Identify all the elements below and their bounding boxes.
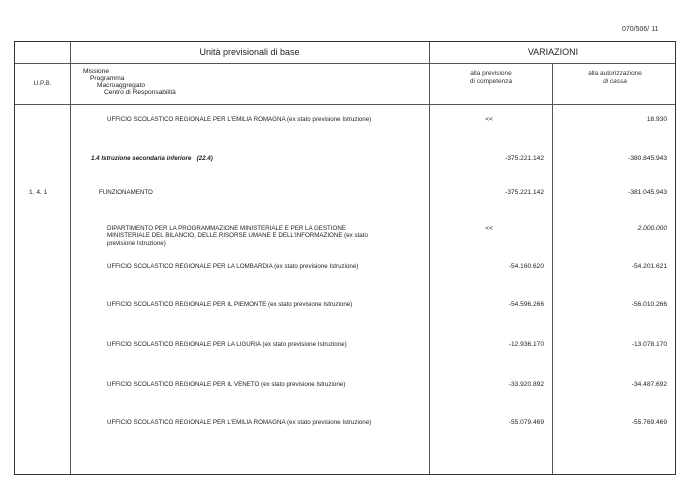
header-variazioni: VARIAZIONI: [527, 47, 579, 57]
row-competenza: -375.221.142: [505, 155, 544, 162]
row-upb: 1. 4. 1: [29, 189, 48, 196]
hierarchy-missione: Missione: [83, 68, 110, 75]
column-divider-cassa: [552, 63, 553, 474]
row-competenza: <<: [485, 225, 493, 232]
header-competenza: [429, 70, 553, 85]
row-description: FUNZIONAMENTO: [99, 189, 153, 196]
section-code: (22.4): [196, 155, 213, 162]
competenza-line-2: di competenza: [469, 77, 513, 85]
hierarchy-macroaggregato: Macroaggregato: [97, 82, 146, 89]
competenza-line-1: alla previsione: [470, 70, 512, 77]
row-cassa: -380.845.943: [628, 155, 667, 162]
row-description: UFFICIO SCOLASTICO REGIONALE PER LA LIGURIA (ex stato previsione Istruzione): [107, 341, 347, 348]
row-competenza: -54.160.620: [508, 263, 544, 270]
row-cassa: -54.201.621: [631, 263, 667, 270]
section-title: 1.4 Istruzione secondaria inferiore: [91, 155, 192, 162]
header-hierarchy: [83, 68, 176, 96]
row-description: UFFICIO SCOLASTICO REGIONALE PER LA LOMBARDIA (ex stato previsione Istruzione): [107, 263, 359, 270]
row-competenza: -12.936.170: [508, 341, 544, 348]
row-competenza: <<: [485, 116, 493, 123]
column-divider-upb: [70, 42, 71, 474]
row-competenza: -54.596.266: [508, 301, 544, 308]
column-divider-variazioni: [429, 42, 430, 474]
row-description: UFFICIO SCOLASTICO REGIONALE PER L'EMILIA ROMAGNA (ex stato previsione Istruzione): [107, 116, 372, 123]
row-cassa: -55.769.469: [631, 419, 667, 426]
row-cassa: 18.930: [646, 116, 667, 123]
section-description: [91, 155, 391, 162]
header-divider-bottom: [15, 104, 675, 105]
row-cassa: 2.000.000: [637, 225, 667, 232]
row-description: UFFICIO SCOLASTICO REGIONALE PER IL PIEMONTE (ex stato previsione Istruzione): [107, 301, 353, 308]
header-unita: Unità previsionali di base: [199, 47, 300, 57]
row-description: UFFICIO SCOLASTICO REGIONALE PER L'EMILIA ROMAGNA (ex stato previsione Istruzione): [107, 419, 372, 426]
header-divider-top-left: [15, 63, 70, 64]
row-competenza: -55.079.469: [508, 419, 544, 426]
header-divider-top: [70, 63, 675, 64]
row-cassa: -56.010.266: [631, 301, 667, 308]
row-cassa: -34.487.692: [631, 381, 667, 388]
row-cassa: -13.078.170: [631, 341, 667, 348]
cassa-line-1: alla autorizzazione: [588, 70, 642, 77]
row-description: UFFICIO SCOLASTICO REGIONALE PER IL VENETO (ex stato previsione Istruzione): [107, 381, 346, 388]
budget-table: [14, 41, 676, 475]
row-description: DIPARTIMENTO PER LA PROGRAMMAZIONE MINISTERIALE E PER LA GESTIONE MINISTERIALE DEL BILANCIO, DELLE RISORSE UMANE E DELL'INFORMAZIONE (ex stato previsione Istruzione): [107, 225, 368, 247]
hierarchy-programma: Programma: [90, 75, 125, 82]
row-competenza: -375.221.142: [505, 189, 544, 196]
cassa-line-2: di cassa: [603, 77, 627, 85]
page-number: 070/506/ 11: [622, 26, 659, 33]
header-upb: U.P.B.: [33, 80, 52, 87]
header-cassa: [553, 70, 677, 85]
row-cassa: -381.045.943: [628, 189, 667, 196]
hierarchy-centro: Centro di Responsabilità: [104, 89, 176, 96]
row-competenza: -33.920.892: [508, 381, 544, 388]
